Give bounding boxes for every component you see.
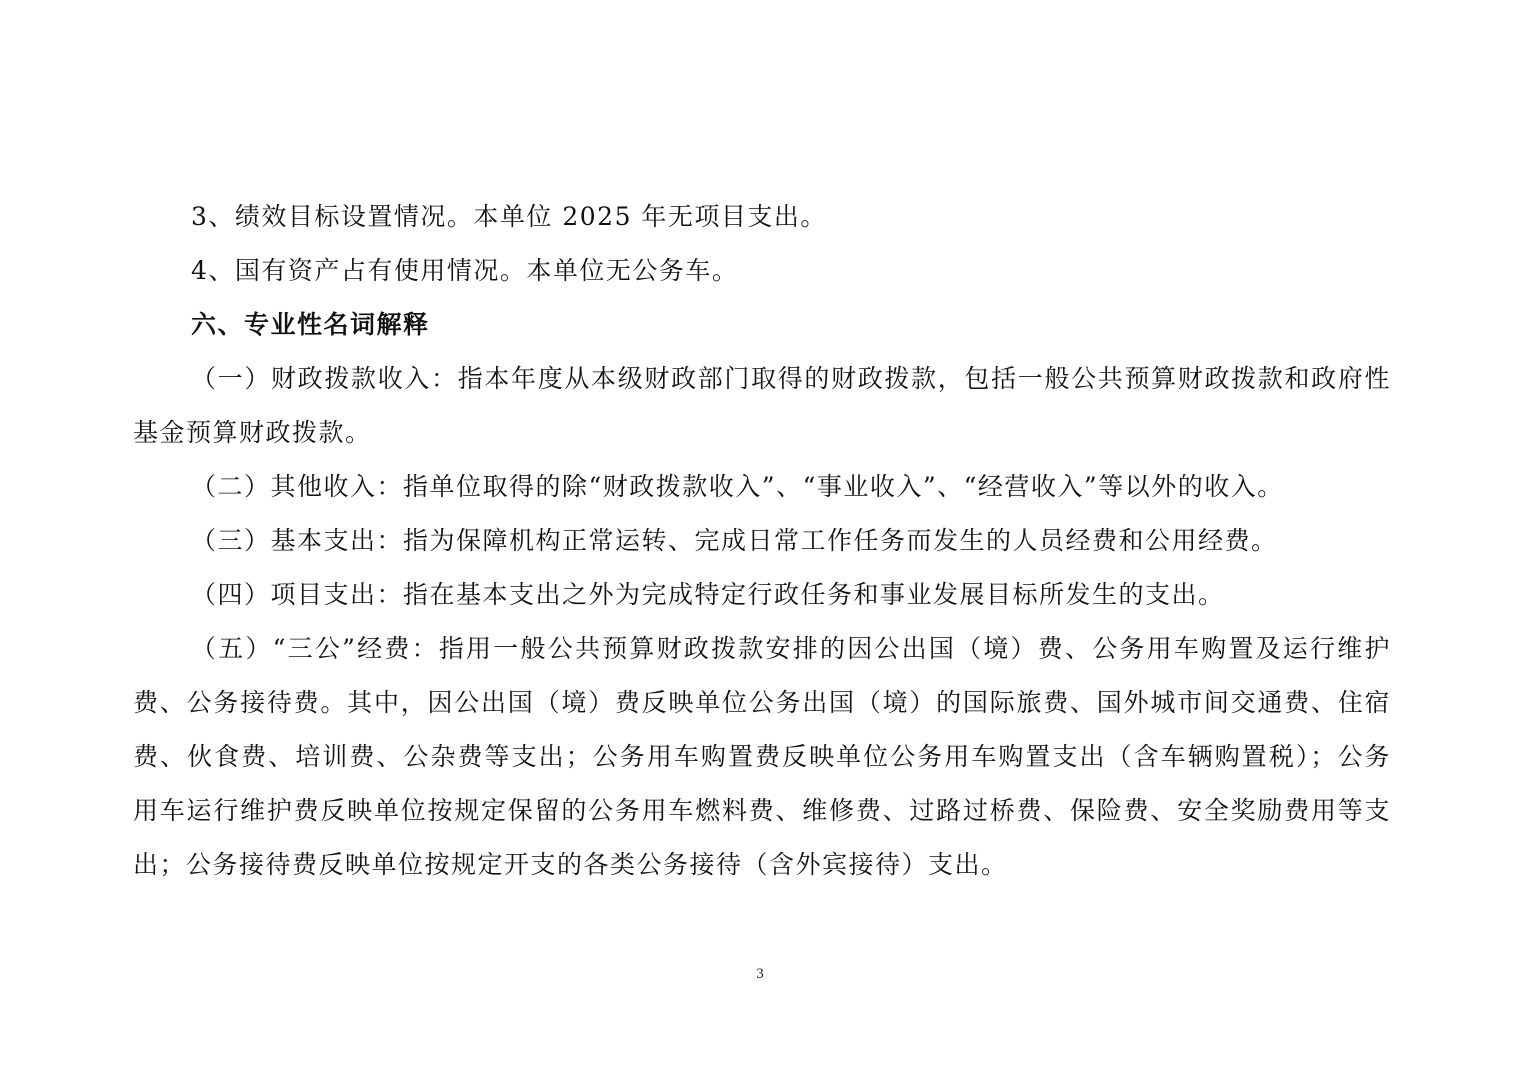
paragraph-fiscal-appropriation-income: （一）财政拨款收入：指本年度从本级财政部门取得的财政拨款，包括一般公共预算财政拨款和政府性基金预算财政拨款。 bbox=[133, 364, 1391, 447]
document-body bbox=[133, 190, 1391, 892]
paragraph-basic-expenditure: （三）基本支出：指为保障机构正常运转、完成日常工作任务而发生的人员经费和公用经费。 bbox=[191, 526, 1278, 555]
paragraph-other-income: （二）其他收入：指单位取得的除“财政拨款收入”、“事业收入”、“经营收入”等以外的收入。 bbox=[191, 472, 1284, 501]
paragraph-state-assets: 4、国有资产占有使用情况。本单位无公务车。 bbox=[191, 256, 739, 285]
paragraph-performance-goals: 3、绩效目标设置情况。本单位 2025 年无项目支出。 bbox=[191, 202, 827, 231]
page-number: 3 bbox=[756, 966, 764, 982]
paragraph-project-expenditure: （四）项目支出：指在基本支出之外为完成特定行政任务和事业发展目标所发生的支出。 bbox=[191, 580, 1225, 609]
paragraph-three-public-expenses: （五）“三公”经费：指用一般公共预算财政拨款安排的因公出国（境）费、公务用车购置及运行维护费、公务接待费。其中，因公出国（境）费反映单位公务出国（境）的国际旅费、国外城市间交通费、住宿费、伙食费、培训费、公杂费等支出；公务用车购置费反映单位公务用车购置支出（含车辆购置税）；公务用车运行维护费反映单位按规定保留的公务用车燃料费、维修费、过路过桥费、保险费、安全奖励费用等支出；公务接待费反映单位按规定开支的各类公务接待（含外宾接待）支出。 bbox=[133, 634, 1391, 879]
section-heading-terms: 六、专业性名词解释 bbox=[191, 310, 430, 339]
